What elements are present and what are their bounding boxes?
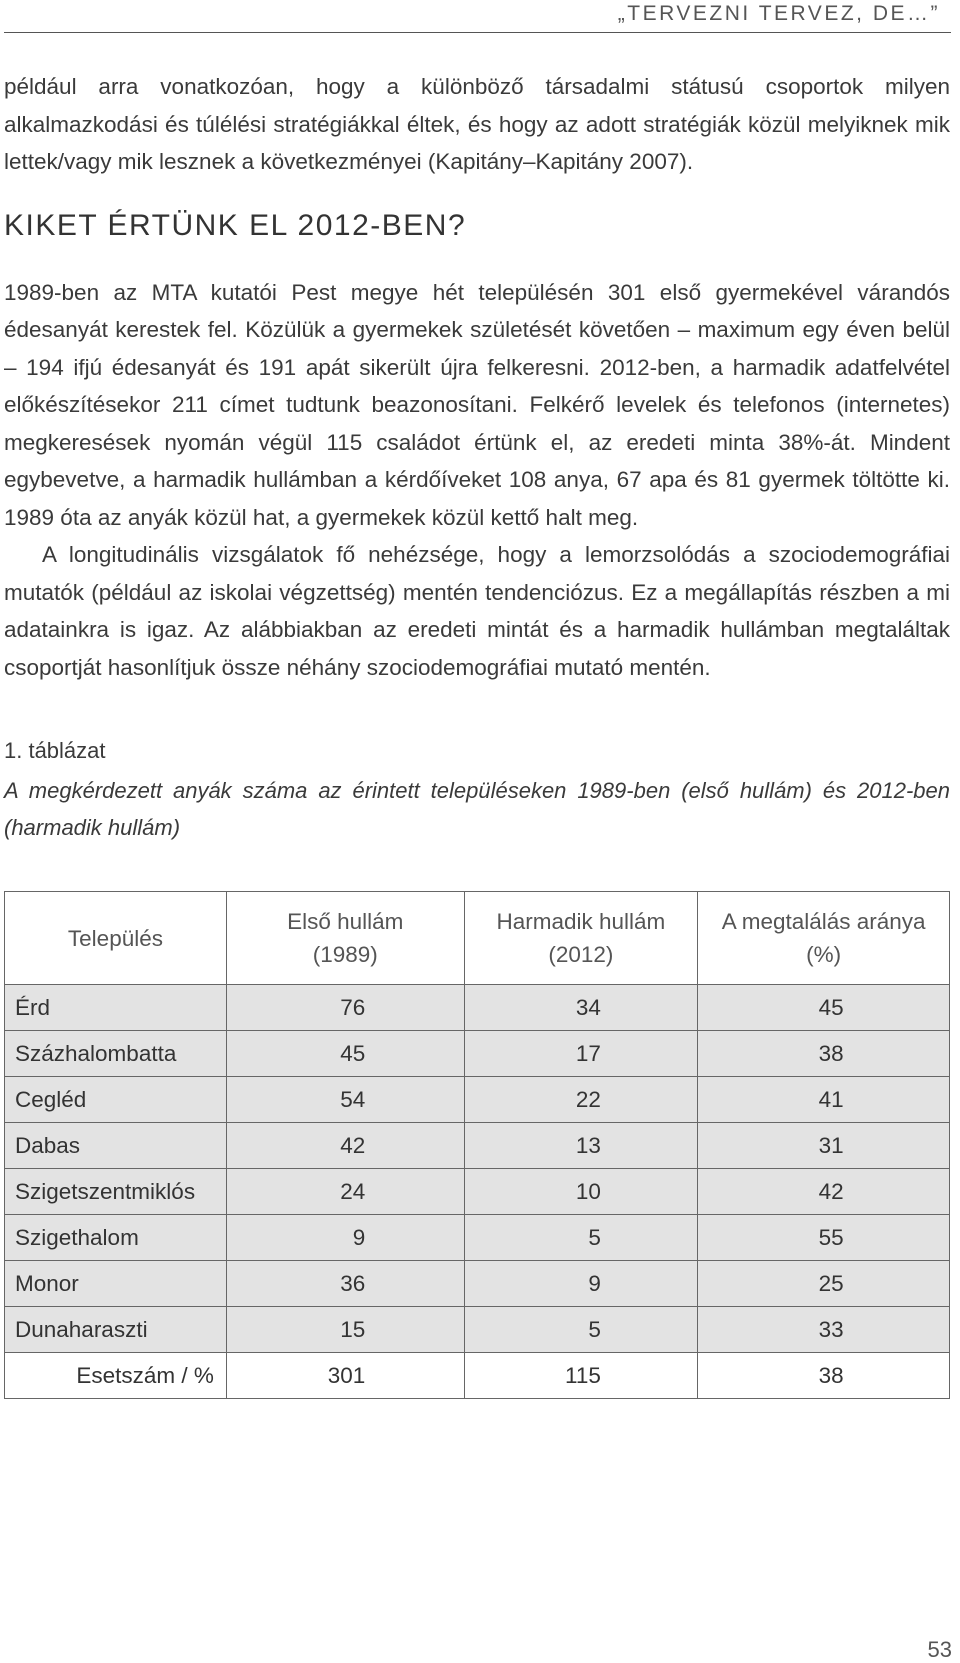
table-caption: A megkérdezett anyák száma az érintett településeken 1989-ben (első hullám) és 2012-ben (harmadik hullám) xyxy=(4,778,950,840)
settlement-name: Szigethalom xyxy=(5,1215,227,1261)
header-third-wave-line1: Harmadik hullám xyxy=(496,909,666,934)
table-row xyxy=(5,1031,950,1077)
total-third-wave: 115 xyxy=(565,1362,601,1388)
settlement-name: Dabas xyxy=(5,1123,227,1169)
section-heading: KIKET ÉRTÜNK EL 2012-BEN? xyxy=(4,208,467,242)
table-row xyxy=(5,1123,950,1169)
find-rate: 33 xyxy=(818,1316,844,1342)
total-label: Esetszám / % xyxy=(5,1353,227,1399)
header-rule xyxy=(4,32,951,33)
table-row xyxy=(5,1307,950,1353)
find-rate: 31 xyxy=(818,1132,844,1158)
third-wave-count: 13 xyxy=(575,1132,601,1158)
table-row xyxy=(5,1169,950,1215)
third-wave-count: 34 xyxy=(575,994,601,1020)
settlement-name: Cegléd xyxy=(5,1077,227,1123)
table-row xyxy=(5,1261,950,1307)
find-rate: 38 xyxy=(818,1040,844,1066)
first-wave-count: 24 xyxy=(340,1178,366,1204)
header-third-wave-line2: (2012) xyxy=(548,942,614,967)
find-rate: 41 xyxy=(818,1086,844,1112)
body-paragraph-3: A longitudinális vizsgálatok fő nehézsége, hogy a lemorzsolódás a szociodemográfiai mutatók (például az iskolai végzettség) mentén tendenciózus. Ez a megállapítás részben a mi adatainkra is igaz. Az alábbiakban az eredeti mintát és a harmadik hullámban megtaláltak csoportját hasonlítjuk össze néhány szociodemográfiai mutató mentén. xyxy=(4,542,950,680)
settlement-name: Érd xyxy=(5,985,227,1031)
first-wave-count: 36 xyxy=(340,1270,366,1296)
first-wave-count: 42 xyxy=(340,1132,366,1158)
table-row xyxy=(5,985,950,1031)
find-rate: 25 xyxy=(818,1270,844,1296)
table-total-row xyxy=(5,1353,950,1399)
header-third-wave xyxy=(464,892,698,985)
header-find-rate-line1: A megtalálás aránya xyxy=(721,909,926,934)
find-rate: 55 xyxy=(818,1224,844,1250)
header-find-rate xyxy=(698,892,950,985)
first-wave-count: 15 xyxy=(340,1316,366,1342)
header-find-rate-line2: (%) xyxy=(806,942,842,967)
third-wave-count: 9 xyxy=(588,1270,601,1296)
data-table xyxy=(4,891,950,1399)
table-label: 1. táblázat xyxy=(4,738,106,763)
page-content xyxy=(4,68,950,1399)
page-number: 53 xyxy=(927,1637,952,1662)
first-wave-count: 45 xyxy=(340,1040,366,1066)
total-rate: 38 xyxy=(818,1362,844,1388)
third-wave-count: 5 xyxy=(588,1316,601,1342)
third-wave-count: 22 xyxy=(575,1086,601,1112)
find-rate: 45 xyxy=(818,994,844,1020)
running-head: „TERVEZNI TERVEZ, DE…” xyxy=(617,2,940,25)
table-row xyxy=(5,1077,950,1123)
header-first-wave-line1: Első hullám xyxy=(287,909,404,934)
header-first-wave-line2: (1989) xyxy=(312,942,378,967)
header-first-wave xyxy=(226,892,464,985)
settlement-name: Monor xyxy=(5,1261,227,1307)
table-row xyxy=(5,1215,950,1261)
table-header-row xyxy=(5,892,950,985)
settlement-name: Százhalombatta xyxy=(5,1031,227,1077)
find-rate: 42 xyxy=(818,1178,844,1204)
body-paragraph-1: például arra vonatkozóan, hogy a különböző társadalmi státusú csoportok milyen alkalmazkodási és túlélési stratégiákkal éltek, és hogy az adott stratégiák közül melyiknek mik lettek/vagy mik lesznek a következményei (Kapitány–Kapitány 2007). xyxy=(4,74,950,174)
third-wave-count: 17 xyxy=(575,1040,601,1066)
total-first-wave: 301 xyxy=(327,1362,366,1388)
first-wave-count: 9 xyxy=(352,1224,366,1250)
first-wave-count: 54 xyxy=(340,1086,366,1112)
third-wave-count: 10 xyxy=(575,1178,601,1204)
first-wave-count: 76 xyxy=(340,994,366,1020)
body-paragraph-2: 1989-ben az MTA kutatói Pest megye hét településén 301 első gyermekével várandós édesanyát kerestek fel. Közülük a gyermekek születését követően – maximum egy éven belül – 194 ifjú édesanyát és 191 apát sikerült újra felkeresni. 2012-ben, a harmadik adatfelvétel előkészítésekor 211 címet tudtunk beazonosítani. Felkérő levelek és telefonos (internetes) megkeresések nyomán végül 115 családot értünk el, az eredeti minta 38%-át. Mindent egybevetve, a harmadik hullámban a kérdőíveket 108 anya, 67 apa és 81 gyermek töltötte ki. 1989 óta az anyák közül hat, a gyermekek közül kettő halt meg. xyxy=(4,279,950,530)
settlement-name: Dunaharaszti xyxy=(5,1307,227,1353)
header-settlement: Település xyxy=(5,892,227,985)
settlement-name: Szigetszentmiklós xyxy=(5,1169,227,1215)
third-wave-count: 5 xyxy=(588,1224,601,1250)
